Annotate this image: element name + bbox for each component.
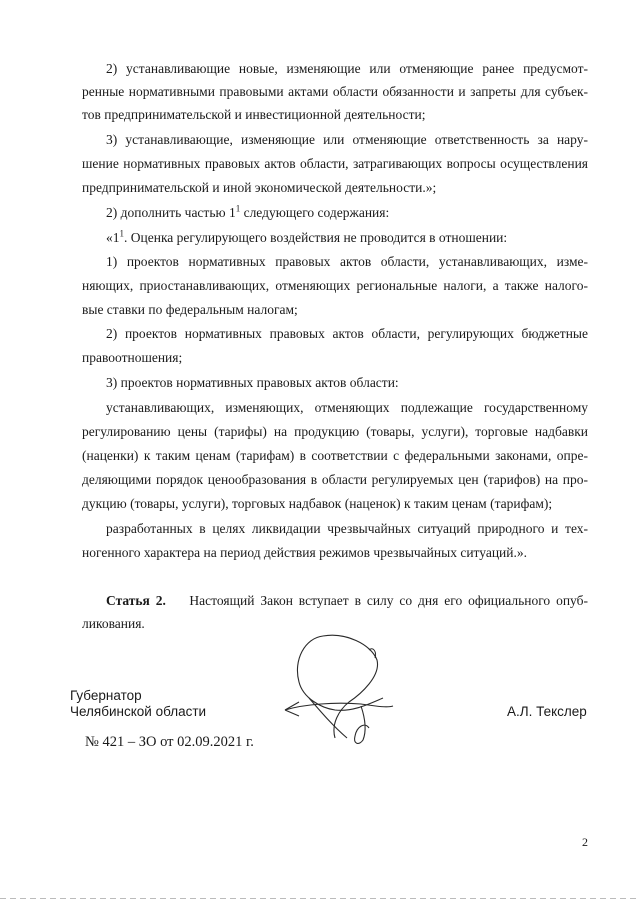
article-2-line: ликования. [82,616,145,631]
paragraph-line: устанавливающих, изменяющих, отменяющих подлежащие государственному [106,400,588,415]
paragraph-line: вые ставки по федеральным налогам; [82,302,298,317]
paragraph-line: предпринимательской и иной экономической деятельности.»; [82,180,437,195]
paragraph-line: ренные нормативными правовыми актами области обязанности и запреты для субъек- [82,84,588,99]
paragraph-line: 1) проектов нормативных правовых актов области, устанавливающих, изме- [106,254,588,269]
paragraph-line: 3) проектов нормативных правовых актов области: [106,375,399,390]
paragraph-line: правоотношения; [82,350,183,365]
paragraph-line: дукцию (товары, услуги), торговых надбавок (наценок) к таким ценам (тарифам); [82,496,553,511]
paragraph-line: няющих, приостанавливающих, отменяющих региональные налоги, а также налого- [82,278,588,293]
paragraph-line: 2) устанавливающие новые, изменяющие или отменяющие ранее предусмот- [106,61,588,76]
paragraph-line: деляющими порядок ценообразования в области регулируемых цен (тарифов) на про- [82,472,588,487]
paragraph-line: шение нормативных правовых актов области, затрагивающих вопросы осуществления [82,156,588,171]
paragraph-line: разработанных в целях ликвидации чрезвычайных ситуаций природного и тех- [106,521,588,536]
paragraph-line [106,205,588,221]
paragraph-line: ногенного характера на период действия режимов чрезвычайных ситуаций.». [82,545,528,560]
article-2-line [106,593,588,609]
paragraph-line: 2) проектов нормативных правовых актов области, регулирующих бюджетные [106,326,588,341]
paragraph-line: 3) устанавливающие, изменяющие или отменяющие ответственность за нару- [106,132,588,147]
superscript: 1 [119,230,124,239]
signer-region: Челябинской области [70,704,207,719]
text-segment: следующего содержания: [240,205,390,220]
superscript: 1 [235,205,241,214]
handwritten-signature [265,630,395,750]
law-number: № 421 – ЗО от 02.09.2021 г. [85,734,254,750]
signer-title: Губернатор [70,688,142,703]
paragraph-line [106,230,588,246]
paragraph-line: (наценки) к таким ценам (тарифам) в соответствии с федеральными законами, опре- [82,448,588,463]
paragraph-line: тов предпринимательской и инвестиционной деятельности; [82,107,426,122]
text-segment: 2) дополнить частью 1 [106,205,236,220]
article-text: Настоящий Закон вступает в силу со дня его официального опуб- [189,593,588,608]
text-segment: «1 [106,230,120,245]
paragraph-line: регулированию цены (тарифы) на продукцию (товары, услуги), торговые надбавки [82,424,588,439]
text-segment: . Оценка регулирующего воздействия не проводится в отношении: [124,230,508,245]
scan-edge-line [0,898,640,899]
signer-name: А.Л. Текслер [507,704,587,719]
page-number: 2 [582,835,588,849]
article-label: Статья 2. [106,593,166,608]
